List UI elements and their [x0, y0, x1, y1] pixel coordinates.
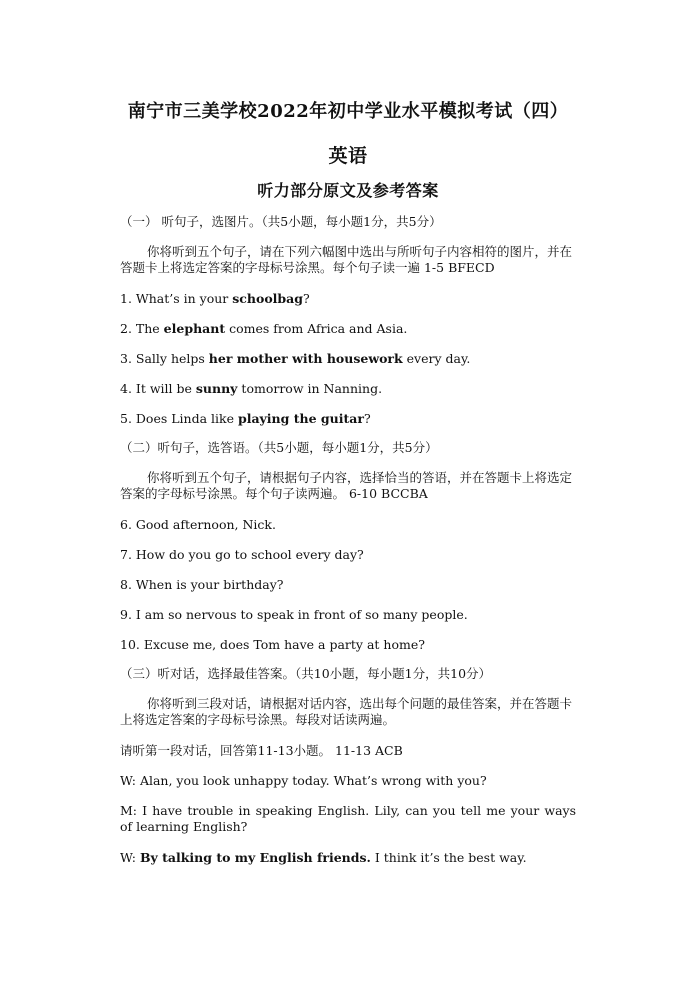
part3-instructions-text: 你将听到三段对话，请根据对话内容，选出每个问题的最佳答案，并在答题卡上将选定答案的字母标号涂黑。每段对话读两遍。 — [120, 696, 573, 727]
list-item: 8. When is your birthday? — [120, 577, 284, 592]
list-item: 4. It will be sunny tomorrow in Nanning. — [120, 381, 383, 396]
part2-instructions-text: 你将听到五个句子，请根据句子内容，选择恰当的答语，并在答题卡上将选定答案的字母标号涂黑。每个句子读两遍。 6-10 BCCBA — [120, 470, 573, 501]
part2-instructions — [120, 470, 576, 502]
part3-heading: （三）听对话，选择最佳答案。（共10小题，每小题1分，共10分） — [120, 666, 492, 681]
part2-heading: （二）听句子，选答语。（共5小题，每小题1分，共5分） — [120, 440, 438, 455]
list-item: 5. Does Linda like playing the guitar? — [120, 411, 371, 426]
list-item: 1. What’s in your schoolbag? — [120, 291, 310, 306]
list-item: 2. The elephant comes from Africa and Asia. — [120, 321, 408, 336]
section-subtitle: 听力部分原文及参考答案 — [257, 181, 439, 200]
list-item: 3. Sally helps her mother with housework every day. — [120, 351, 471, 366]
part3-instructions — [120, 696, 576, 728]
subject-title: 英语 — [328, 145, 368, 167]
part1-instructions-text: 你将听到五个句子，请在下列六幅图中选出与所听句子内容相符的图片，并在答题卡上将选定答案的字母标号涂黑。每个句子读一遍 1-5 BFECD — [120, 244, 573, 275]
list-item: 9. I am so nervous to speak in front of so many people. — [120, 607, 468, 622]
list-item: 7. How do you go to school every day? — [120, 547, 364, 562]
exam-title: 南宁市三美学校2022年初中学业水平模拟考试（四） — [127, 101, 569, 122]
dialog-line: M: I have trouble in speaking English. Lily, can you tell me your ways of learning English? — [120, 803, 576, 834]
part1-instructions — [120, 244, 576, 276]
dialog-line: W: By talking to my English friends. I think it’s the best way. — [120, 850, 527, 865]
dialog-intro: 请听第一段对话，回答第11-13小题。 11-13 ACB — [120, 743, 403, 758]
list-item: 10. Excuse me, does Tom have a party at home? — [120, 637, 425, 652]
part1-heading: （一） 听句子，选图片。（共5小题，每小题1分，共5分） — [120, 214, 442, 229]
dialog-line: W: Alan, you look unhappy today. What’s wrong with you? — [120, 773, 487, 788]
list-item: 6. Good afternoon, Nick. — [120, 517, 276, 532]
